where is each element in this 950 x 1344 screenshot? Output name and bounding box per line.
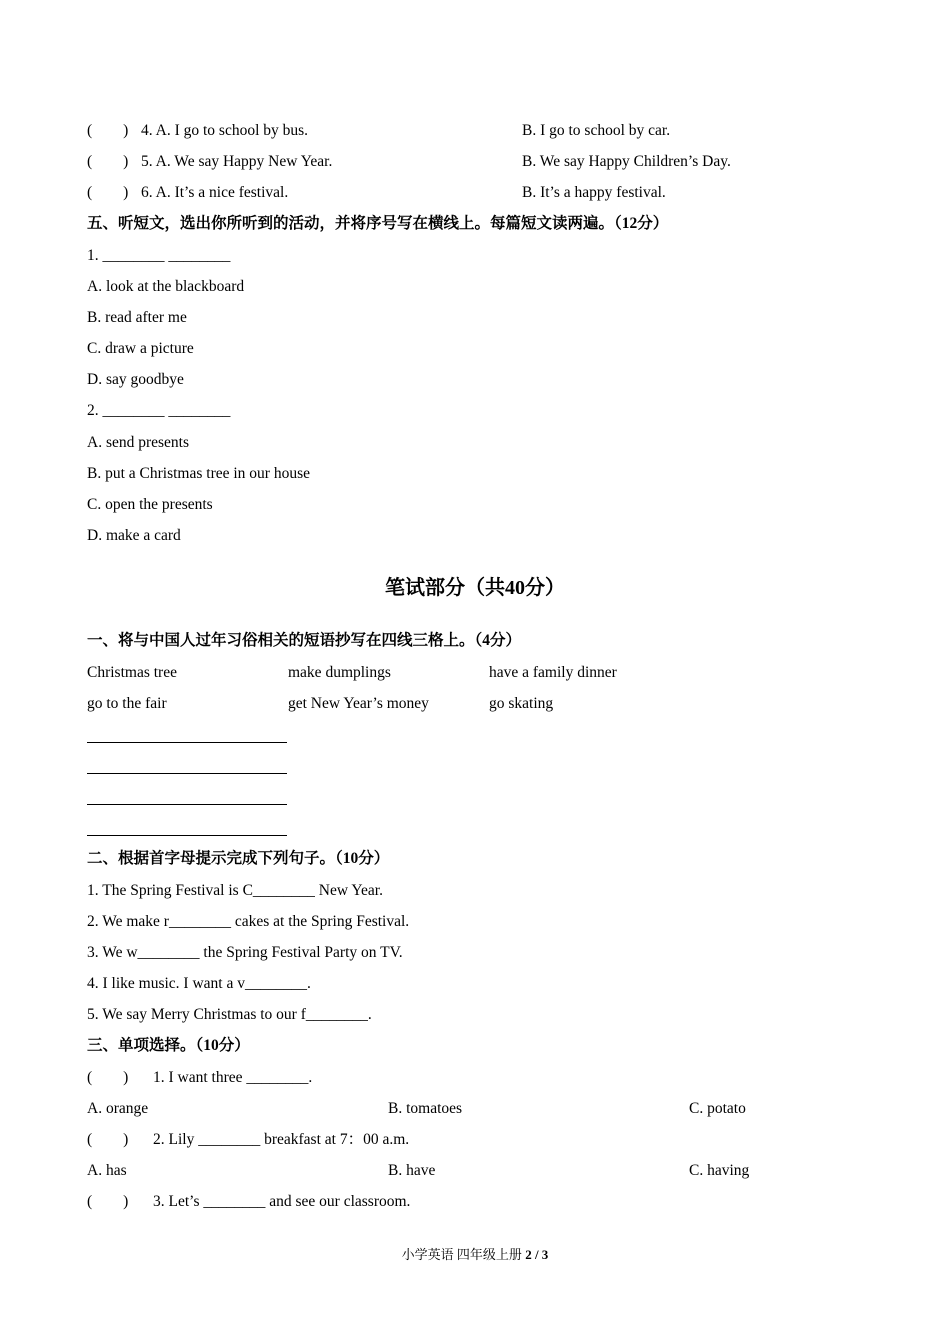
section5-heading: 五、听短文，选出你所听到的活动，并将序号写在横线上。每篇短文读两遍。（12分） <box>87 215 669 232</box>
w3-heading: 三、单项选择。（10分） <box>87 1037 250 1054</box>
option-b: B. It’s a happy festival. <box>522 184 666 201</box>
footer-text: 小学英语 四年级上册 <box>401 1247 526 1262</box>
w2-sentence: 4. I like music. I want a v________. <box>87 975 311 992</box>
writing-line <box>87 742 287 743</box>
phrase: go to the fair <box>87 695 167 712</box>
w2-heading: 二、根据首字母提示完成下列句子。（10分） <box>87 850 390 867</box>
section5-q2-option: A. send presents <box>87 434 190 451</box>
question-text: 2. Lily ________ breakfast at 7：00 a.m. <box>153 1131 410 1148</box>
section5-q1-option: A. look at the blackboard <box>87 278 245 295</box>
question-text: 3. Let’s ________ and see our classroom. <box>153 1193 411 1210</box>
written-section-title: 笔试部分（共40分） <box>385 577 565 599</box>
writing-line <box>87 773 287 774</box>
w1-phrase-row <box>87 693 787 715</box>
option: C. potato <box>689 1100 746 1117</box>
phrase: Christmas tree <box>87 664 177 681</box>
answer-parenthesis: ( ) <box>87 1069 129 1086</box>
phrase: get New Year’s money <box>288 695 429 712</box>
w3-question-2 <box>87 1129 687 1151</box>
option: C. having <box>689 1162 750 1179</box>
w1-phrase-row <box>87 662 787 684</box>
answer-parenthesis: ( ) <box>87 122 129 139</box>
section5-q1-option: C. draw a picture <box>87 340 194 357</box>
answer-parenthesis: ( ) <box>87 1131 129 1148</box>
answer-parenthesis: ( ) <box>87 1193 129 1210</box>
w2-sentence: 2. We make r________ cakes at the Spring Festival. <box>87 913 410 930</box>
option-a: 6. A. It’s a nice festival. <box>141 184 289 201</box>
option: A. has <box>87 1162 127 1179</box>
writing-line <box>87 804 287 805</box>
listening-question-5 <box>87 151 887 173</box>
page-footer <box>0 1245 950 1265</box>
section5-q2: 2. ________ ________ <box>87 402 231 419</box>
answer-parenthesis: ( ) <box>87 153 129 170</box>
listening-question-6 <box>87 182 887 204</box>
phrase: go skating <box>489 695 554 712</box>
w2-sentence: 5. We say Merry Christmas to our f________. <box>87 1006 372 1023</box>
section5-q1-option: D. say goodbye <box>87 371 184 388</box>
section5-q1-option: B. read after me <box>87 309 187 326</box>
listening-question-4 <box>87 120 887 142</box>
writing-line <box>87 835 287 836</box>
w3-question-3 <box>87 1191 687 1213</box>
w3-question-1 <box>87 1067 687 1089</box>
w3-q1-options <box>87 1098 867 1120</box>
option: B. tomatoes <box>388 1100 463 1117</box>
section5-q1: 1. ________ ________ <box>87 247 231 264</box>
page-number: 2 / 3 <box>525 1247 549 1262</box>
option-a: 5. A. We say Happy New Year. <box>141 153 333 170</box>
option: B. have <box>388 1162 436 1179</box>
w3-q2-options <box>87 1160 867 1182</box>
answer-parenthesis: ( ) <box>87 184 129 201</box>
option-a: 4. A. I go to school by bus. <box>141 122 309 139</box>
option-b: B. We say Happy Children’s Day. <box>522 153 731 170</box>
section5-q2-option: D. make a card <box>87 527 181 544</box>
w2-sentence: 3. We w________ the Spring Festival Party on TV. <box>87 944 403 961</box>
section5-q2-option: B. put a Christmas tree in our house <box>87 465 310 482</box>
option: A. orange <box>87 1100 149 1117</box>
w2-sentence: 1. The Spring Festival is C________ New Year. <box>87 882 383 899</box>
section5-q2-option: C. open the presents <box>87 496 213 513</box>
phrase: have a family dinner <box>489 664 617 681</box>
option-b: B. I go to school by car. <box>522 122 671 139</box>
phrase: make dumplings <box>288 664 391 681</box>
w1-heading: 一、将与中国人过年习俗相关的短语抄写在四线三格上。（4分） <box>87 632 522 649</box>
question-text: 1. I want three ________. <box>153 1069 313 1086</box>
